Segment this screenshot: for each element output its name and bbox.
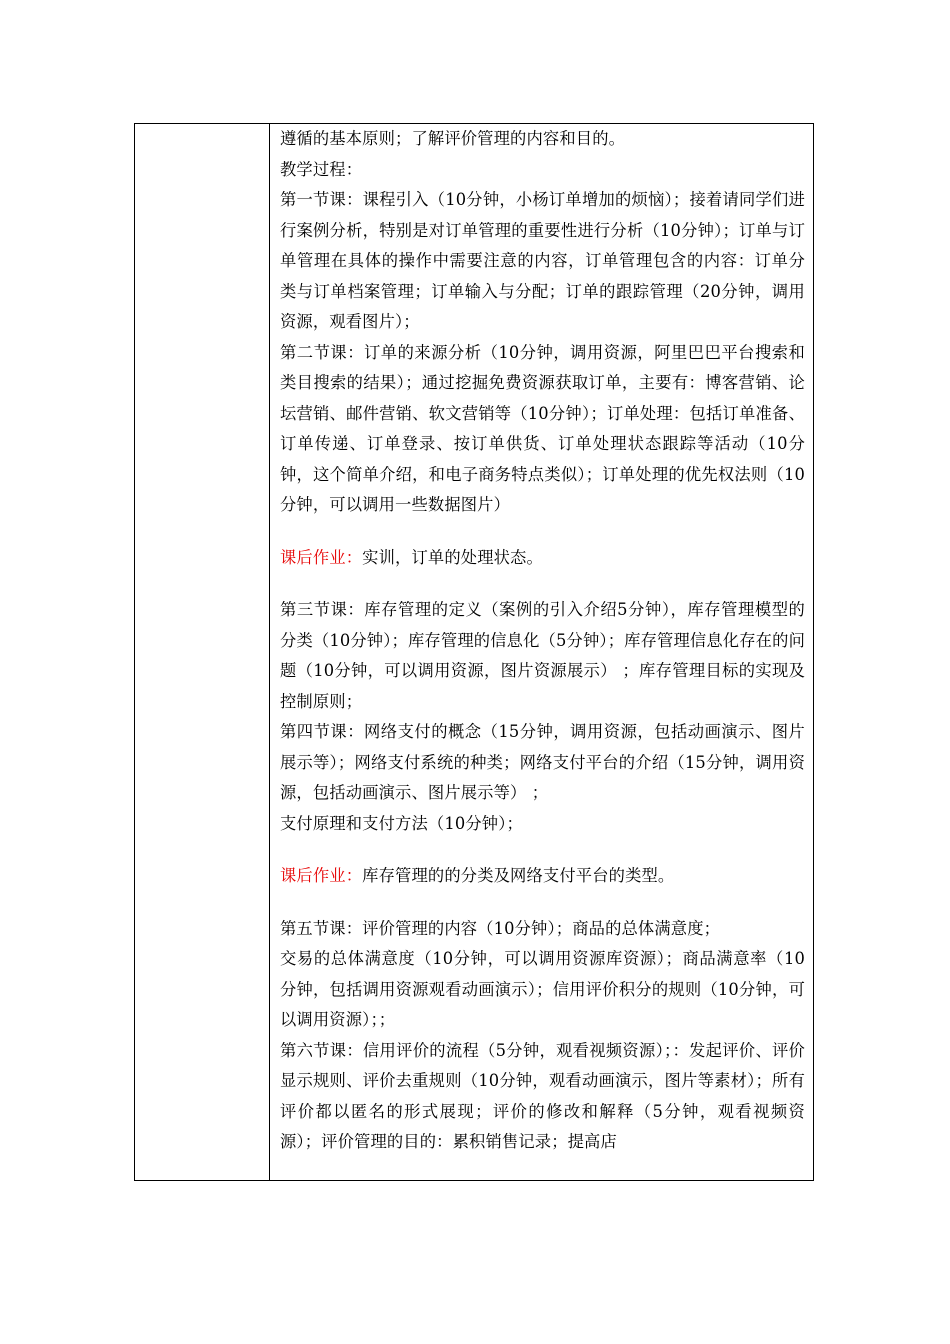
paragraph-lesson-6: 第六节课：信用评价的流程（5分钟，观看视频资源）；：发起评价、评价显示规则、评价去重规则（10分钟，观看动画演示，图片等素材）；所有评价都以匿名的形式展现；评价的修改和解释（5分钟，观看视频资源）；评价管理的目的：累积销售记录；提高店 bbox=[280, 1040, 805, 1151]
paragraph-satisfaction: 交易的总体满意度（10分钟，可以调用资源库资源）；商品满意率（10分钟，包括调用资源观看动画演示）；信用评价积分的规则（10分钟，可以调用资源）；； bbox=[280, 949, 805, 1029]
paragraph-lesson-3: 第三节课：库存管理的定义（案例的引入介绍5分钟），库存管理模型的分类（10分钟）；库存管理的信息化（5分钟）；库存管理信息化存在的问题（10分钟，可以调用资源，图片资源展示） ；库存管理目标的实现及控制原则； bbox=[280, 600, 805, 711]
paragraph-lesson-2: 第二节课：订单的来源分析（10分钟，调用资源，阿里巴巴平台搜索和类目搜索的结果）；通过挖掘免费资源获取订单，主要有：博客营销、论坛营销、邮件营销、软文营销等（10分钟）；订单处理：包括订单准备、订单传递、订单登录、按订单供货、订单处理状态跟踪等活动（10分钟，这个简单介绍，和电子商务特点类似）；订单处理的优先权法则（10分钟，可以调用一些数据图片） bbox=[280, 342, 805, 514]
paragraph-process-heading: 教学过程： bbox=[280, 159, 363, 179]
paragraph-lesson-1: 第一节课：课程引入（10分钟，小杨订单增加的烦恼）；接着请同学们进行案例分析，特别是对订单管理的重要性进行分析（10分钟）；订单与订单管理在具体的操作中需要注意的内容，订单管理包含的内容：订单分类与订单档案管理；订单输入与分配；订单的跟踪管理（20分钟，调用资源，观看图片）； bbox=[280, 190, 805, 331]
homework-2-text: 库存管理的的分类及网络支付平台的类型。 bbox=[362, 866, 675, 885]
homework-1-text: 实训，订单的处理状态。 bbox=[362, 547, 543, 567]
paragraph-lesson-5: 第五节课：评价管理的内容（10分钟）；商品的总体满意度； bbox=[280, 918, 721, 938]
paragraph-principles: 遵循的基本原则；了解评价管理的内容和目的。 bbox=[280, 129, 626, 148]
table-left-cell bbox=[135, 124, 270, 1180]
homework-1-label: 课后作业： bbox=[280, 547, 363, 567]
lesson-plan-table bbox=[134, 123, 814, 1181]
paragraph-lesson-4: 第四节课：网络支付的概念（15分钟，调用资源，包括动画演示、图片展示等）；网络支付系统的种类；网络支付平台的介绍（15分钟，调用资源，包括动画演示、图片展示等） ； bbox=[280, 722, 805, 802]
homework-2 bbox=[280, 861, 805, 892]
homework-1 bbox=[280, 543, 805, 574]
table-right-cell bbox=[270, 124, 813, 1180]
paragraph-payment: 支付原理和支付方法（10分钟）； bbox=[280, 813, 523, 833]
homework-2-label: 课后作业： bbox=[280, 866, 363, 885]
